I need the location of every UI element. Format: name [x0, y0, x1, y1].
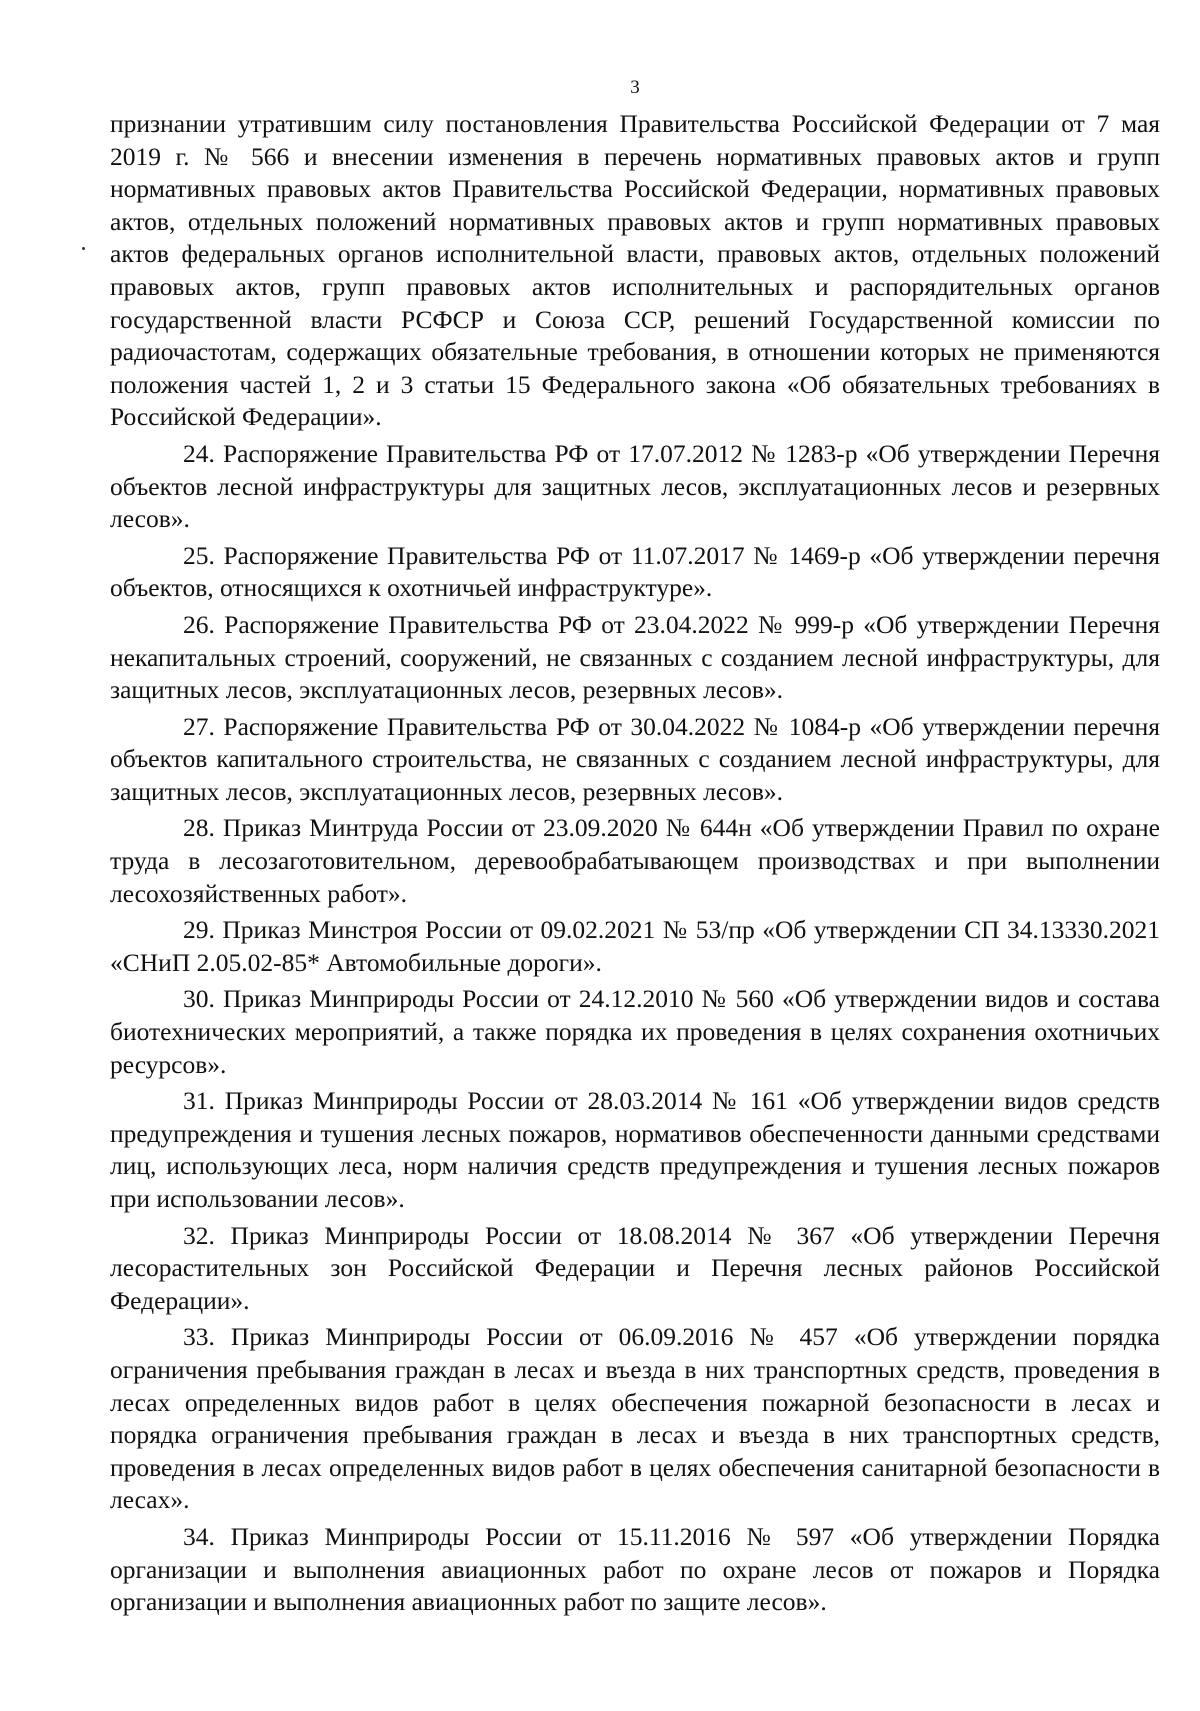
list-item-24: 24. Распоряжение Правительства РФ от 17.07.2012 № 1283-р «Об утверждении Перечня объектов лесной инфраструктуры для защитных лесов, эксплуатационных лесов и резервных лесов».: [110, 438, 1160, 534]
scan-speck: [82, 247, 85, 250]
list-item-30: 30. Приказ Минприроды России от 24.12.2010 № 560 «Об утверждении видов и состава биотехнических мероприятий, а также порядка их проведения в целях сохранения охотничьих ресурсов».: [110, 984, 1160, 1079]
page-number: 3: [630, 77, 640, 98]
list-item-33: 33. Приказ Минприроды России от 06.09.2016 № 457 «Об утверждении порядка ограничения пребывания граждан в лесах и въезда в них транспортных средств, проведения в лесах определенных видов работ в целях обеспечения пожарной безопасности в лесах и порядка ограничения пребывания граждан в лесах и въезда в них транспортных средств, проведения в лесах определенных видов работ в целях обеспечения санитарной безопасности в лесах».: [110, 1322, 1160, 1515]
document-page: [110, 78, 1160, 1619]
list-item-28: 28. Приказ Минтруда России от 23.09.2020 № 644н «Об утверждении Правил по охране труда в лесозаготовительном, деревообрабатывающем производствах и при выполнении лесохозяйственных работ».: [110, 813, 1160, 908]
list-item-31: 31. Приказ Минприроды России от 28.03.2014 № 161 «Об утверждении видов средств предупреждения и тушения лесных пожаров, нормативов обеспеченности данными средствами лиц, использующих леса, норм наличия средств предупреждения и тушения лесных пожаров при использовании лесов».: [110, 1086, 1160, 1213]
list-item-27: 27. Распоряжение Правительства РФ от 30.04.2022 № 1084-р «Об утверждении перечня объектов капитального строительства, не связанных с созданием лесной инфраструктуры, для защитных лесов, эксплуатационных лесов, резервных лесов».: [110, 711, 1160, 806]
list-item-34: 34. Приказ Минприроды России от 15.11.2016 № 597 «Об утверждении Порядка организации и выполнения авиационных работ по охране лесов от пожаров и Порядка организации и выполнения авиационных работ по защите лесов».: [110, 1521, 1160, 1617]
list-item-29: 29. Приказ Минстроя России от 09.02.2021 № 53/пр «Об утверждении СП 34.13330.2021 «СНиП 2.05.02-85* Автомобильные дороги».: [110, 915, 1160, 977]
list-item-25: 25. Распоряжение Правительства РФ от 11.07.2017 № 1469-р «Об утверждении перечня объектов, относящихся к охотничьей инфраструктуре».: [110, 540, 1160, 603]
list-item-32: 32. Приказ Минприроды России от 18.08.2014 № 367 «Об утверждении Перечня лесорастительных зон Российской Федерации и Перечня лесных районов Российской Федерации».: [110, 1220, 1160, 1315]
list-item-26: 26. Распоряжение Правительства РФ от 23.04.2022 № 999-р «Об утверждении Перечня некапитальных строений, сооружений, не связанных с созданием лесной инфраструктуры, для защитных лесов, эксплуатационных лесов, резервных лесов».: [110, 609, 1160, 705]
intro-paragraph: признании утратившим силу постановления Правительства Российской Федерации от 7 мая 2019 г. № 566 и внесении изменения в перечень нормативных правовых актов и групп нормативных правовых актов Правительства Российской Федерации, нормативных правовых актов, отдельных положений нормативных правовых актов и групп нормативных правовых актов федеральных органов исполнительной власти, правовых актов, отдельных положений правовых актов, групп правовых актов исполнительных и распорядительных органов государственной власти РСФСР и Союза ССР, решений Государственной комиссии по радиочастотам, содержащих обязательные требования, в отношении которых не применяются положения частей 1, 2 и 3 статьи 15 Федерального закона «Об обязательных требованиях в Российской Федерации».: [110, 109, 1160, 432]
